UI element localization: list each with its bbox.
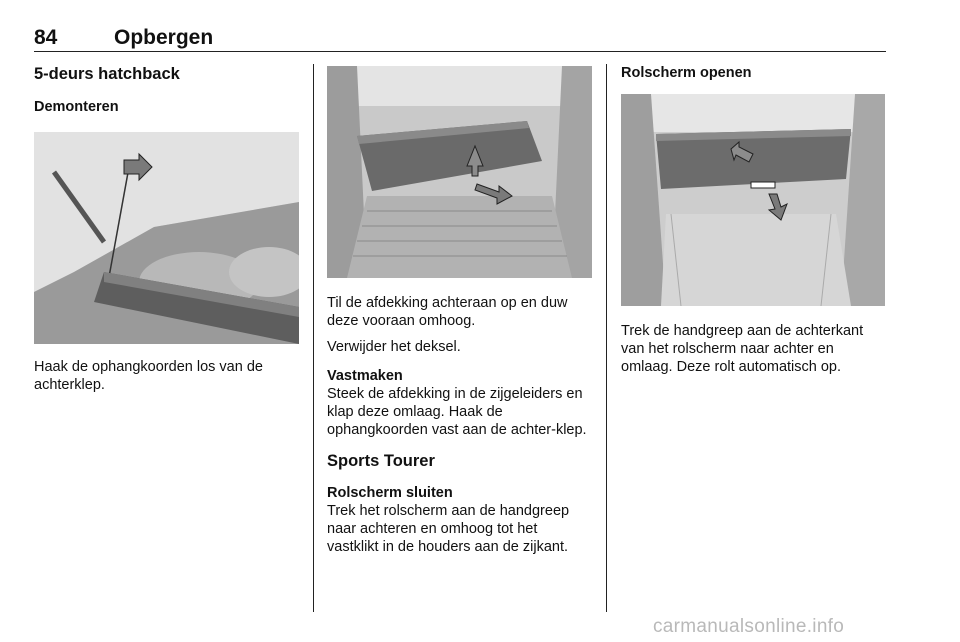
paragraph-close-blind: Trek het rolscherm aan de handgreep naar achteren en omhoog tot het vastklikt in de houders aan de zijkant. [327, 503, 570, 555]
column-1 [34, 64, 299, 394]
header-rule [34, 51, 886, 52]
column-3 [621, 64, 886, 376]
paragraph-lift: Til de afdekking achteraan op en duw deze vooraan omhoog. [327, 295, 568, 329]
section-title-hatchback: 5-deurs hatchback [34, 65, 180, 83]
lift-cover-illustration [327, 66, 592, 278]
paragraph-unhook: Haak de ophangkoorden los van de achterklep. [34, 359, 263, 393]
chapter-title: Opbergen [114, 26, 214, 49]
paragraph-remove-lid: Verwijder het deksel. [327, 339, 461, 355]
subheading-rolscherm-openen: Rolscherm openen [621, 65, 752, 81]
subheading-demonteren: Demonteren [34, 99, 119, 115]
remove-cover-hooks-illustration [34, 132, 299, 344]
open-roller-blind-illustration [621, 94, 885, 306]
watermark-logo: carmanualsonline.info [653, 616, 845, 637]
paragraph-attach: Steek de afdekking in de zijgeleiders en klap deze omlaag. Haak de ophangkoorden vast aan de achter-klep. [327, 386, 587, 438]
figure-lift-cover [327, 66, 592, 278]
figure-open-blind [621, 94, 885, 306]
column-2 [327, 64, 592, 556]
page-header [34, 26, 886, 50]
column-divider-2 [606, 64, 607, 612]
paragraph-open-blind: Trek de handgreep aan de achterkant van het rolscherm naar achter en omlaag. Deze rolt automatisch op. [621, 323, 864, 375]
page-number: 84 [34, 26, 58, 49]
figure-remove-cover [34, 132, 299, 344]
subheading-vastmaken: Vastmaken [327, 368, 403, 384]
subheading-rolscherm-sluiten: Rolscherm sluiten [327, 485, 453, 501]
section-title-sports-tourer: Sports Tourer [327, 452, 435, 470]
column-divider-1 [313, 64, 314, 612]
